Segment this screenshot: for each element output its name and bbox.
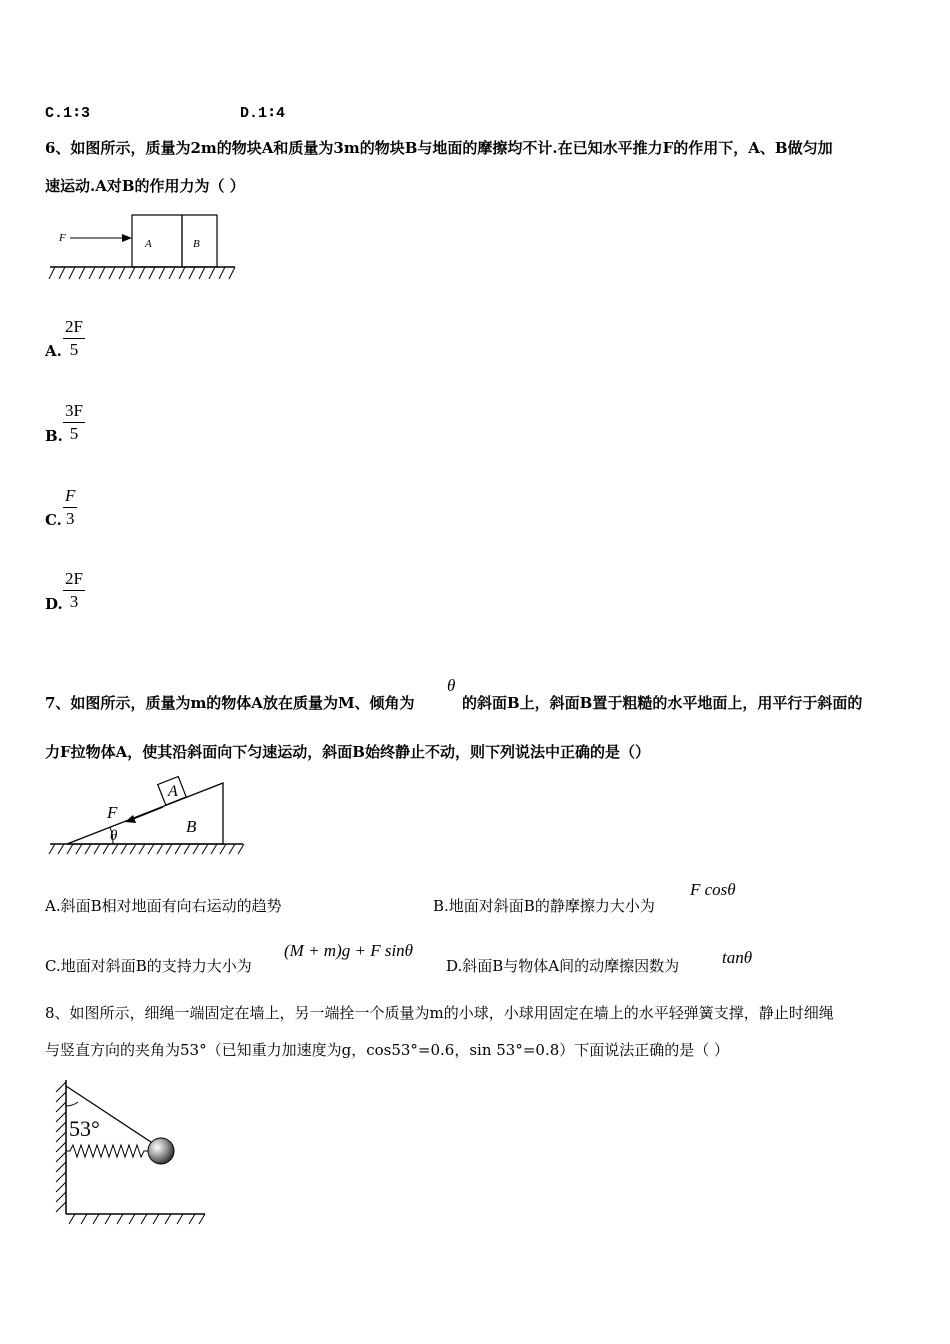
q8-figure <box>45 1072 215 1232</box>
q6-figure <box>45 205 245 285</box>
q7-option-b-math: F cosθ <box>690 880 736 899</box>
q7-option-a: A.斜面B相对地面有向右运动的趋势 <box>45 897 282 915</box>
q7-angle-label: θ <box>110 828 118 844</box>
q6-option-a-den: 5 <box>69 340 79 359</box>
q6-option-a-label: A. <box>45 342 62 360</box>
q6-option-b-num: 3F <box>63 400 85 423</box>
q8-stem-line2: 与竖直方向的夹角为53°（已知重力加速度为g，cos53°=0.6，sin 53°=0.8）下面说法正确的是（ ） <box>45 1041 730 1059</box>
q6-option-b-label: B. <box>45 427 63 445</box>
q6-option-c-den: 3 <box>65 509 75 528</box>
q6-block-a-label: A <box>145 238 152 250</box>
q7-option-c-math: (M + m)g + F sinθ <box>284 941 414 960</box>
q6-option-a-num: 2F <box>63 316 85 339</box>
q7-stem-line2: 力F拉物体A，使其沿斜面向下匀速运动，斜面B始终静止不动，则下列说法中正确的是（） <box>45 743 650 761</box>
q6-option-d-label: D. <box>45 595 63 613</box>
q7-figure <box>45 770 250 860</box>
q6-option-d-den: 3 <box>69 592 79 611</box>
q8-ball <box>148 1138 174 1164</box>
q6-stem-line1: 6、如图所示，质量为2m的物块A和质量为3m的物块B与地面的摩擦均不计.在已知水平推力F的作用下，A、B做匀加 <box>45 139 833 157</box>
q8-spring <box>66 1145 149 1157</box>
q6-block-b-label: B <box>193 238 200 250</box>
q7-block-a-label: A <box>168 783 178 800</box>
q7-option-b: B.地面对斜面B的静摩擦力大小为 <box>433 897 655 915</box>
q7-stem-line1a: 7、如图所示，质量为m的物体A放在质量为M、倾角为 <box>45 694 415 712</box>
q5-option-d: D.1∶4 <box>240 105 286 122</box>
q6-option-c-fraction <box>63 485 77 530</box>
q7-stem-line1b: 的斜面B上，斜面B置于粗糙的水平地面上，用平行于斜面的 <box>462 694 863 712</box>
q7-incline-label: B <box>186 817 197 836</box>
q6-force-label: F <box>59 232 66 244</box>
q8-angle-label: 53° <box>69 1116 100 1141</box>
q6-stem-line2: 速运动.A对B的作用力为（ ） <box>45 177 245 195</box>
q7-option-d-math: tanθ <box>722 948 753 967</box>
q6-option-d-fraction <box>63 568 85 613</box>
q7-option-d: D.斜面B与物体A间的动摩擦因数为 <box>446 957 680 975</box>
q6-option-b-den: 5 <box>69 424 79 443</box>
q7-force-arrow <box>125 815 136 823</box>
q6-option-c-label: C. <box>45 511 62 529</box>
q6-option-a-fraction <box>63 316 85 361</box>
q7-stem-theta: θ <box>447 676 456 695</box>
q7-option-c: C.地面对斜面B的支持力大小为 <box>45 957 252 975</box>
q7-force-label: F <box>107 803 118 822</box>
q6-force-arrow <box>122 234 132 242</box>
q6-block-a <box>132 215 182 267</box>
q6-option-c-num: F <box>63 485 77 508</box>
q5-option-c: C.1∶3 <box>45 105 91 122</box>
q6-option-d-num: 2F <box>63 568 85 591</box>
q8-stem-line1: 8、如图所示，细绳一端固定在墙上，另一端拴一个质量为m的小球，小球用固定在墙上的水平轻弹簧支撑，静止时细绳 <box>45 1004 834 1022</box>
q6-option-b-fraction <box>63 400 85 445</box>
